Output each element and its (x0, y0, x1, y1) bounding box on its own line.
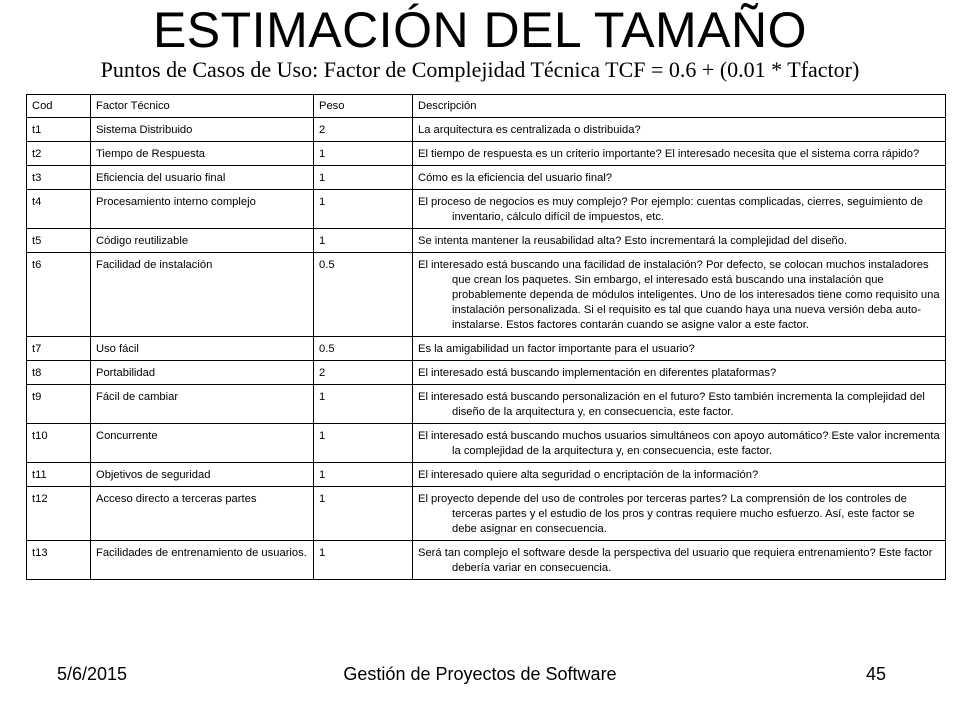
table-row (27, 166, 946, 190)
cell-peso (314, 142, 413, 166)
column-header-peso: Peso (314, 95, 413, 118)
table-row (27, 142, 946, 166)
cell-peso-text: 1 (319, 547, 326, 559)
cell-factor (91, 463, 314, 487)
cell-factor (91, 229, 314, 253)
cell-peso (314, 487, 413, 541)
cell-cod-text: t6 (32, 259, 42, 271)
cell-peso-text: 1 (319, 172, 326, 184)
cell-peso-text: 1 (319, 235, 326, 247)
cell-cod-text: t2 (32, 148, 42, 160)
table-row (27, 541, 946, 580)
cell-descripcion (413, 361, 946, 385)
cell-descripcion (413, 190, 946, 229)
cell-descripcion (413, 424, 946, 463)
cell-peso-text: 1 (319, 391, 326, 403)
cell-factor (91, 190, 314, 229)
technical-factors-table (26, 94, 946, 580)
cell-cod-text: t7 (32, 343, 42, 355)
cell-descripcion-text: El proyecto depende del uso de controles por terceras partes? La comprensión de los controles de terceras partes y el estudio de los pros y contras requiere mucho esfuerzo. Así, este factor se debe asignar en consecuencia. (418, 493, 915, 535)
table-row (27, 487, 946, 541)
cell-peso-text: 1 (319, 430, 326, 442)
cell-descripcion (413, 487, 946, 541)
cell-descripcion (413, 166, 946, 190)
cell-factor-text: Facilidad de instalación (96, 259, 213, 271)
cell-descripcion-text: El interesado está buscando muchos usuarios simultáneos con apoyo automático? Este valor incrementa la complejidad de la arquitectura y, en consecuencia, este factor. (418, 430, 940, 457)
cell-cod-text: t10 (32, 430, 48, 442)
cell-peso-text: 1 (319, 493, 326, 505)
cell-descripcion-text: El tiempo de respuesta es un criterio importante? El interesado necesita que el sistema corra rápido? (418, 148, 920, 160)
slide-subtitle: Puntos de Casos de Uso: Factor de Complejidad Técnica TCF = 0.6 + (0.01 * Tfactor) (100, 57, 860, 82)
cell-factor-text: Portabilidad (96, 367, 156, 379)
cell-peso (314, 385, 413, 424)
cell-peso (314, 229, 413, 253)
column-header-cod: Cod (27, 95, 91, 118)
cell-peso-text: 0.5 (319, 259, 335, 271)
table-header-row (27, 95, 946, 118)
cell-cod (27, 166, 91, 190)
cell-descripcion-text: El interesado está buscando personalización en el futuro? Esto también incrementa la complejidad del diseño de la arquitectura y, en consecuencia, este factor. (418, 391, 925, 418)
cell-factor-text: Código reutilizable (96, 235, 189, 247)
cell-factor-text: Concurrente (96, 430, 158, 442)
cell-factor-text: Fácil de cambiar (96, 391, 179, 403)
cell-factor (91, 385, 314, 424)
cell-factor-text: Sistema Distribuido (96, 124, 193, 136)
cell-cod (27, 337, 91, 361)
slide-title: ESTIMACIÓN DEL TAMAÑO (152, 2, 808, 58)
cell-descripcion-text: El interesado está buscando una facilidad de instalación? Por defecto, se colocan muchos instaladores que crean los paquetes. Sin embargo, el interesado está buscando una instalación que probablemente dependa de módulos inteligentes. Uno de los interesados tiene como requisito una instalación personalizada. Si el requisito es tal que cuando haya una nueva versión deba auto-instalarse. Estos factores contarán cuando se asigne valor a este factor. (418, 259, 940, 331)
cell-peso (314, 190, 413, 229)
cell-peso (314, 361, 413, 385)
cell-peso-text: 1 (319, 148, 326, 160)
cell-cod (27, 190, 91, 229)
cell-factor (91, 541, 314, 580)
cell-descripcion-text: La arquitectura es centralizada o distribuida? (418, 124, 641, 136)
cell-factor (91, 253, 314, 337)
cell-peso (314, 253, 413, 337)
cell-factor-text: Eficiencia del usuario final (96, 172, 226, 184)
cell-cod (27, 541, 91, 580)
cell-descripcion-text: El proceso de negocios es muy complejo? Por ejemplo: cuentas complicadas, cierres, seguimiento de inventario, cálculo difícil de impuestos, etc. (418, 196, 923, 223)
cell-descripcion-text: El interesado quiere alta seguridad o encriptación de la información? (418, 469, 759, 481)
table-row (27, 190, 946, 229)
cell-cod (27, 118, 91, 142)
column-header-descripcion: Descripción (413, 95, 946, 118)
cell-descripcion (413, 253, 946, 337)
cell-cod (27, 385, 91, 424)
cell-cod-text: t1 (32, 124, 42, 136)
table-row (27, 118, 946, 142)
cell-factor (91, 361, 314, 385)
cell-factor-text: Objetivos de seguridad (96, 469, 211, 481)
cell-cod-text: t3 (32, 172, 42, 184)
cell-factor-text: Procesamiento interno complejo (96, 196, 256, 208)
cell-factor-text: Acceso directo a terceras partes (96, 493, 257, 505)
cell-descripcion (413, 229, 946, 253)
column-header-factor: Factor Técnico (91, 95, 314, 118)
table-row (27, 229, 946, 253)
cell-cod-text: t9 (32, 391, 42, 403)
footer-date: 5/6/2015 (57, 664, 128, 684)
cell-cod (27, 424, 91, 463)
cell-factor-text: Uso fácil (96, 343, 139, 355)
table-row (27, 385, 946, 424)
cell-descripcion-text: Se intenta mantener la reusabilidad alta? Esto incrementará la complejidad del diseño. (418, 235, 848, 247)
cell-peso (314, 541, 413, 580)
cell-peso-text: 2 (319, 367, 326, 379)
cell-descripcion (413, 385, 946, 424)
cell-descripcion-text: El interesado está buscando implementación en diferentes plataformas? (418, 367, 777, 379)
table-row (27, 463, 946, 487)
cell-peso-text: 1 (319, 469, 326, 481)
cell-cod-text: t8 (32, 367, 42, 379)
cell-factor (91, 424, 314, 463)
cell-descripcion-text: Es la amigabilidad un factor importante para el usuario? (418, 343, 695, 355)
cell-cod (27, 229, 91, 253)
table-row (27, 424, 946, 463)
cell-cod (27, 253, 91, 337)
table-row (27, 253, 946, 337)
cell-cod (27, 142, 91, 166)
cell-factor-text: Facilidades de entrenamiento de usuarios. (96, 547, 307, 559)
cell-descripcion-text: Cómo es la eficiencia del usuario final? (418, 172, 613, 184)
footer-page-number: 45 (866, 664, 887, 684)
cell-peso (314, 337, 413, 361)
cell-factor (91, 142, 314, 166)
cell-cod-text: t12 (32, 493, 48, 505)
cell-descripcion-text: Será tan complejo el software desde la perspectiva del usuario que requiera entrenamiento? Este factor debería variar en consecuencia. (418, 547, 933, 574)
cell-cod-text: t13 (32, 547, 48, 559)
cell-cod-text: t11 (32, 469, 47, 481)
cell-peso-text: 0.5 (319, 343, 335, 355)
cell-factor (91, 487, 314, 541)
cell-cod (27, 463, 91, 487)
cell-cod (27, 361, 91, 385)
cell-factor (91, 118, 314, 142)
footer-course-name: Gestión de Proyectos de Software (343, 664, 617, 684)
cell-descripcion (413, 541, 946, 580)
cell-cod (27, 487, 91, 541)
cell-cod-text: t4 (32, 196, 42, 208)
cell-descripcion (413, 337, 946, 361)
cell-peso (314, 424, 413, 463)
cell-peso (314, 463, 413, 487)
cell-peso-text: 1 (319, 196, 326, 208)
cell-cod-text: t5 (32, 235, 42, 247)
table-row (27, 337, 946, 361)
cell-descripcion (413, 118, 946, 142)
cell-peso (314, 166, 413, 190)
table-row (27, 361, 946, 385)
cell-descripcion (413, 463, 946, 487)
cell-factor (91, 337, 314, 361)
cell-peso (314, 118, 413, 142)
cell-peso-text: 2 (319, 124, 326, 136)
cell-factor-text: Tiempo de Respuesta (96, 148, 206, 160)
table-body (27, 118, 946, 580)
cell-descripcion (413, 142, 946, 166)
cell-factor (91, 166, 314, 190)
